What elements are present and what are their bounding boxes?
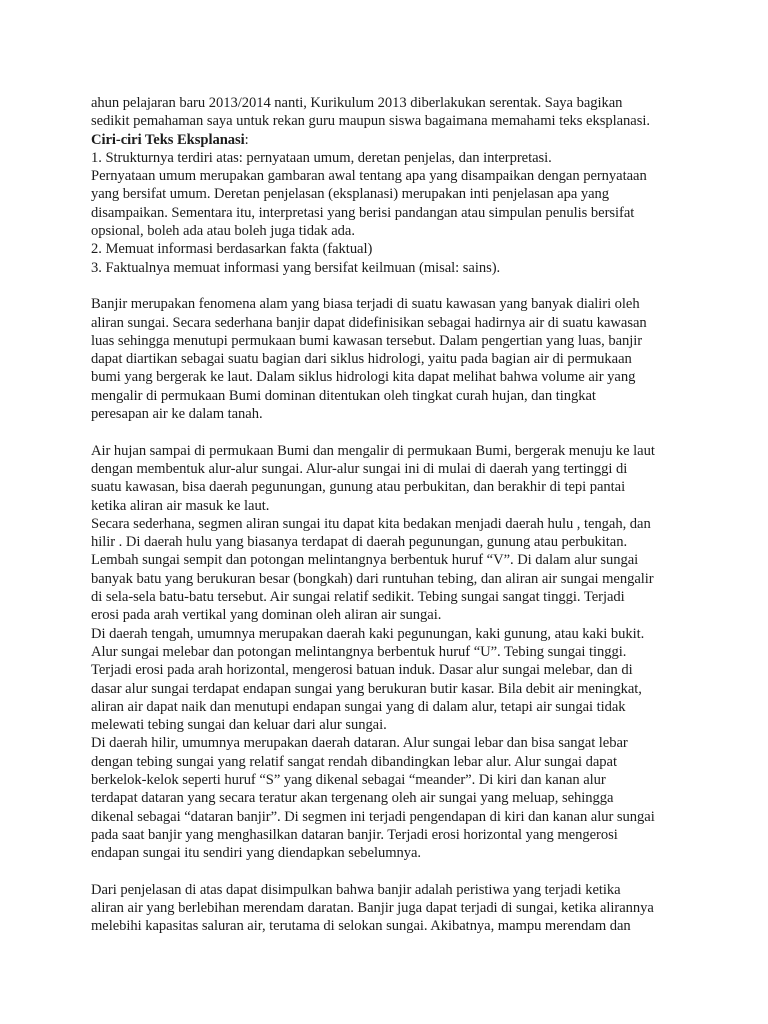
text-line: dengan tebing sungai yang relatif sangat rendah dibandingkan lebar alur. Alur sungai dapat xyxy=(91,753,617,770)
text-line: dengan membentuk alur-alur sungai. Alur-alur sungai ini di mulai di daerah yang tertinggi di xyxy=(91,460,628,477)
text-line: hilir . Di daerah hulu yang biasanya terdapat di daerah pegunungan, gunung atau perbukitan. xyxy=(91,534,628,551)
text-line: 1. Strukturnya terdiri atas: pernyataan umum, deretan penjelas, dan interpretasi. xyxy=(91,149,552,166)
text-line: opsional, boleh ada atau boleh juga tidak ada. xyxy=(91,223,355,240)
text-line: 3. Faktualnya memuat informasi yang bersifat keilmuan (misal: sains). xyxy=(91,259,501,276)
text-line: aliran air yang berlebihan merendam daratan. Banjir juga dapat terjadi di sungai, ketika alirannya xyxy=(91,900,654,917)
text-line: luas sehingga menutupi permukaan bumi kawasan tersebut. Dalam pengertian yang luas, banjir xyxy=(91,332,643,349)
text-line: aliran sungai. Secara sederhana banjir dapat didefinisikan sebagai hadirnya air di suatu kawasan xyxy=(91,314,647,331)
text-line: melebihi kapasitas saluran air, terutama di selokan sungai. Akibatnya, mampu merendam dan xyxy=(91,918,631,935)
text-line: dapat diartikan sebagai suatu bagian dari siklus hidrologi, yaitu pada bagian air di permukaan xyxy=(91,351,632,368)
text-line: Lembah sungai sempit dan potongan melintangnya berbentuk huruf “V”. Di dalam alur sungai xyxy=(91,552,639,569)
text-line: sedikit pemahaman saya untuk rekan guru maupun siswa bagaimana memahami teks eksplanasi. xyxy=(91,113,650,130)
paragraph-spacer xyxy=(91,423,691,441)
text-line: ketika aliran air masuk ke laut. xyxy=(91,497,270,514)
text-line: yang bersifat umum. Deretan penjelasan (eksplanasi) merupakan inti penjelasan apa yang xyxy=(91,186,610,203)
text-line: Secara sederhana, segmen aliran sungai itu dapat kita bedakan menjadi daerah hulu , tengah, dan xyxy=(91,515,651,532)
text-line: aliran air dapat naik dan menutupi endapan sungai yang di dalam alur, tetapi air sungai tidak xyxy=(91,698,626,715)
text-line: 2. Memuat informasi berdasarkan fakta (faktual) xyxy=(91,241,373,258)
text-line: Banjir merupakan fenomena alam yang biasa terjadi di suatu kawasan yang banyak dialiri oleh xyxy=(91,296,640,313)
text-line: ahun pelajaran baru 2013/2014 nanti, Kurikulum 2013 diberlakukan serentak. Saya bagikan xyxy=(91,95,623,111)
text-line: Pernyataan umum merupakan gambaran awal tentang apa yang disampaikan dengan pernyataan xyxy=(91,168,647,185)
text-line: Alur sungai melebar dan potongan melintangnya berbentuk huruf “U”. Tebing sungai tinggi. xyxy=(91,643,627,660)
section-heading-text: Ciri-ciri Teks Eksplanasi xyxy=(91,131,245,148)
paragraph-spacer xyxy=(91,862,691,880)
paragraph-spacer xyxy=(91,277,691,295)
text-line: pada saat banjir yang menghasilkan dataran banjir. Terjadi erosi horizontal yang mengerosi xyxy=(91,826,618,843)
text-line: disampaikan. Sementara itu, interpretasi yang berisi pandangan atau simpulan penulis bersifat xyxy=(91,204,635,221)
text-line: melewati tebing sungai dan keluar dari alur sungai. xyxy=(91,717,387,734)
text-line: Air hujan sampai di permukaan Bumi dan mengalir di permukaan Bumi, bergerak menuju ke laut xyxy=(91,442,655,459)
text-line: Dari penjelasan di atas dapat disimpulkan bahwa banjir adalah peristiwa yang terjadi ketika xyxy=(91,881,621,898)
text-line: dasar alur sungai terdapat endapan sungai yang berukuran butir kasar. Bila debit air meningkat, xyxy=(91,680,642,697)
text-line: di sela-sela batu-batu tersebut. Air sungai relatif sedikit. Tebing sungai sangat tinggi. Terjadi xyxy=(91,589,625,606)
section-heading xyxy=(91,131,691,149)
text-line: endapan sungai itu sendiri yang diendapkan sebelumnya. xyxy=(91,845,422,862)
document-page xyxy=(91,94,691,936)
text-line: Di daerah hilir, umumnya merupakan daerah dataran. Alur sungai lebar dan bisa sangat lebar xyxy=(91,735,628,752)
text-line: terdapat dataran yang secara teratur akan tergenang oleh air sungai yang meluap, sehingga xyxy=(91,790,614,807)
text-line: suatu kawasan, bisa daerah pegunungan, gunung atau perbukitan, dan berakhir di tepi pantai xyxy=(91,479,626,496)
text-line: Terjadi erosi pada arah horizontal, mengerosi batuan induk. Dasar alur sungai melebar, dan di xyxy=(91,662,633,679)
section-heading-colon: : xyxy=(244,131,249,148)
text-line: mengalir di permukaan Bumi dominan ditentukan oleh tingkat curah hujan, dan tingkat xyxy=(91,387,596,404)
text-line: Di daerah tengah, umumnya merupakan daerah kaki pegunungan, kaki gunung, atau kaki bukit. xyxy=(91,625,645,642)
text-line: peresapan air ke dalam tanah. xyxy=(91,406,263,423)
text-line: erosi pada arah vertikal yang dominan oleh aliran air sungai. xyxy=(91,607,442,624)
text-line: bumi yang bergerak ke laut. Dalam siklus hidrologi kita dapat melihat bahwa volume air yang xyxy=(91,369,636,386)
text-line: berkelok-kelok seperti huruf “S” yang dikenal sebagai “meander”. Di kiri dan kanan alur xyxy=(91,771,606,788)
text-line: banyak batu yang berukuran besar (bongkah) dari runtuhan tebing, dan aliran air sungai mengalir xyxy=(91,570,654,587)
text-line: dikenal sebagai “dataran banjir”. Di segmen ini terjadi pengendapan di kiri dan kanan alur sungai xyxy=(91,808,655,825)
